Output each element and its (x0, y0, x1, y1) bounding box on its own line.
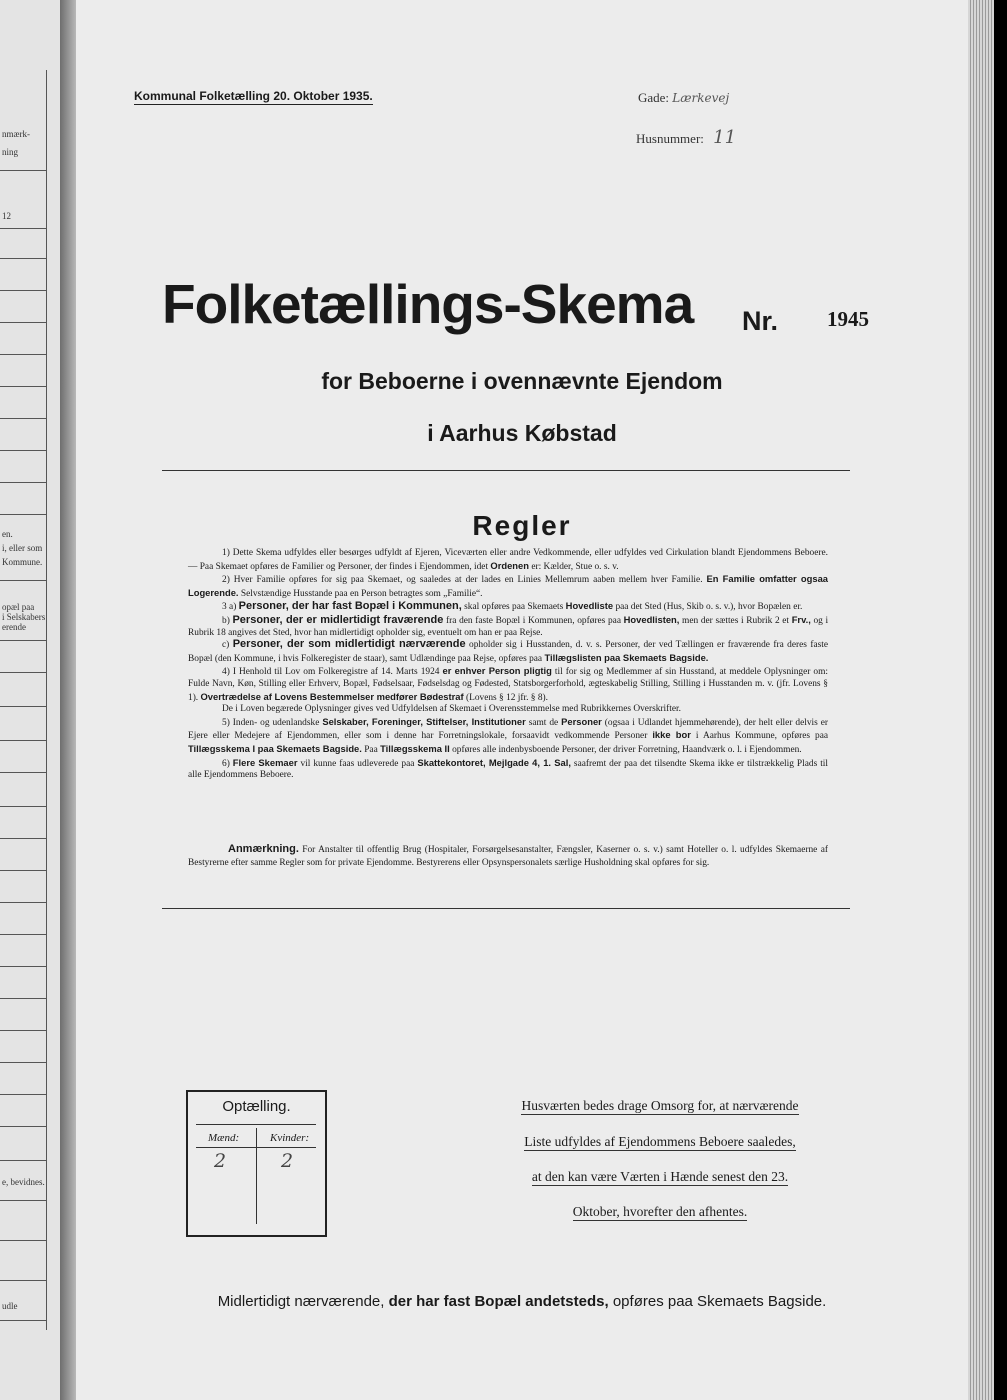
women-label: Kvinder: (270, 1132, 310, 1144)
rule-3a: 3 a) Personer, der har fast Bopæl i Kommunen, skal opføres paa Skemaets Hovedliste paa det Sted (Hus, Skib o. s. v.), hvor Bopælen er. (222, 600, 803, 613)
count-box-rule-2 (196, 1147, 316, 1148)
left-page-rule (0, 740, 46, 741)
left-page-fragment: en. (2, 529, 13, 539)
left-page-rule (0, 640, 46, 641)
notice-line-1: Husværten bedes drage Omsorg for, at nærværende (521, 1098, 799, 1113)
street-value: Lærkevej (672, 91, 730, 105)
left-page-rule (0, 1030, 46, 1031)
left-page-rule (0, 966, 46, 967)
left-page-column-line (46, 70, 47, 1330)
page-edges (968, 0, 994, 1400)
left-page-rule (0, 1160, 46, 1161)
notice-line-4: Oktober, hvorefter den afhentes. (572, 1204, 748, 1219)
title-block (162, 272, 882, 336)
left-page-rule (0, 170, 46, 171)
rules-text (188, 548, 828, 782)
left-page-rule (0, 482, 46, 483)
left-page-rule (0, 514, 46, 515)
left-page-fragment: e, bevidnes. (2, 1177, 45, 1187)
house-number-label: Husnummer: (636, 131, 704, 146)
count-box-separator (256, 1128, 257, 1224)
left-page-rule (0, 228, 46, 229)
form-number-label: Nr. (742, 306, 779, 336)
left-page-rule (0, 1200, 46, 1201)
form-number-value: 1945 (827, 307, 869, 331)
men-count: 2 (214, 1150, 227, 1172)
left-page-rule (0, 322, 46, 323)
left-page-fragment: i, eller som (2, 543, 43, 553)
annotation-text: For Anstalter til offentlig Brug (Hospitaler, Forsørgelsesanstalter, Fængsler, Kaserner o. s. v.) samt Hoteller o. l. udfyldes Skemaerne af Bestyrerne efter samme Regler som for private Ejendomme. Bestyrerens eller Opsynspersonalets særlige Husholdning skal opføres for sig. (188, 845, 828, 868)
form-title: Folketællings-Skema (162, 273, 694, 335)
left-page-fragment: Kommune. (2, 557, 43, 567)
subtitle-aarhus: i Aarhus Købstad (427, 420, 617, 446)
book-gutter (60, 0, 76, 1400)
left-page-rule (0, 1280, 46, 1281)
rule-3b: b) Personer, der er midlertidigt fraværende fra den faste Bopæl i Kommunen, opføres paa Hovedlisten, men der sættes i Rubrik 2 et Frv., og i Rubrik 18 angives det Sted, hvor han midlertidigt opholder sig, eventuelt om han er paa Rejse. (188, 613, 829, 638)
rule-5: 5) Inden- og udenlandske Selskaber, Foreninger, Stiftelser, Institutioner samt de Personer (ogsaa i Udlandet hjemmehørende), der helt eller delvis er Ejere eller Medejere af Ejendommen, eller som i denne har Forretningslokale, forsaavidt vedkommende Personer ikke bor i Aarhus Kommune, opføres paa Tillægsskema I paa Skemaets Bagside. Paa Tillægsskema II opføres alle indenbysboende Personer, der driver Forretning, Haandværk o. l. i Ejendommen. (188, 715, 829, 755)
left-page-fragment: udle (2, 1301, 18, 1311)
left-page-rule (0, 838, 46, 839)
left-page-rule (0, 1240, 46, 1241)
rule-4-note: De i Loven begærede Oplysninger gives ved Udfyldelsen af Skemaet i Overensstemmelse med Rubrikkernes Overskrifter. (222, 704, 681, 715)
left-page-rule (0, 1062, 46, 1063)
left-page-rule (0, 806, 46, 807)
annotation-label: Anmærkning. (228, 843, 299, 855)
census-form-page (76, 0, 968, 1400)
rule-2: 2) Hver Familie opføres for sig paa Skemaet, og saaledes at der lades en Linies Mellemrum aaben mellem hver Familie. En Familie omfatter ogsaa Logerende. Selvstændige Husstande paa en Person betragtes som „Familie“. (188, 573, 829, 599)
left-page-rule (0, 772, 46, 773)
divider-bottom (162, 908, 850, 909)
left-page-rule (0, 706, 46, 707)
left-page-rule (0, 258, 46, 259)
rule-1: 1) Dette Skema udfyldes eller besørges udfyldt af Ejeren, Viceværten eller andre Vedkommende, eller udfyldes ved Cirkulation blandt Ejendommens Beboere. — Paa Skemaet opføres de Familier og Personer, der findes i Ejendommen, idet Ordenen er: Kælder, Stue o. s. v. (188, 548, 828, 572)
left-page-rule (0, 934, 46, 935)
census-header: Kommunal Folketælling 20. Oktober 1935. (134, 89, 373, 103)
count-box (186, 1090, 327, 1237)
footer-note: Midlertidigt nærværende, der har fast Bopæl andetsteds, opføres paa Skemaets Bagside. (217, 1293, 827, 1310)
rules-heading: Regler (472, 510, 572, 541)
street-field (638, 90, 729, 106)
left-page-rule (0, 1094, 46, 1095)
count-box-rule (196, 1124, 316, 1125)
left-page-rule (0, 354, 46, 355)
left-page-fragment: i Selskabers (2, 612, 46, 622)
annotation-note (188, 843, 828, 869)
rule-3c: c) Personer, der som midlertidigt nærværende opholder sig i Husstanden, d. v. s. Personer, der ved Tællingen er fraværende fra deres faste Bopæl (den Kommune, i hvis Folkeregister de staar), samt Udlændinge paa Rejse, opføres paa Tillægslisten paa Skemaets Bagside. (188, 638, 829, 664)
rule-4: 4) I Henhold til Lov om Folkeregistre af 14. Marts 1924 er enhver Person pligtig til for sig og Medlemmer af sin Husstand, at meddele Oplysninger om: Fulde Navn, Køn, Stilling eller Erhverv, Bopæl, Fødselsaar, Fødselsdag og Fødested, Statsborgerforhold, ægteskabelig Stilling, Stilling i Husstanden m. v. (jfr. Lovens § 1). Overtrædelse af Lovens Bestemmelser medfører Bødestraf (Lovens § 12 jfr. § 8). (188, 665, 829, 703)
left-page-rule (0, 386, 46, 387)
left-page-rule (0, 418, 46, 419)
left-page-rule (0, 902, 46, 903)
left-page-rule (0, 672, 46, 673)
women-count: 2 (281, 1150, 294, 1172)
left-facing-page (0, 0, 62, 1400)
subtitle-beboerne: for Beboerne i ovennævnte Ejendom (321, 368, 723, 394)
left-page-fragment: ning (2, 147, 19, 157)
left-page-rule (0, 450, 46, 451)
house-number-field (636, 127, 736, 148)
left-page-fragment: erende (2, 622, 26, 632)
street-label: Gade: (638, 90, 670, 105)
count-box-title: Optælling. (222, 1098, 291, 1115)
notice-line-2: Liste udfyldes af Ejendommens Beboere saaledes, (524, 1134, 796, 1149)
men-label: Mænd: (208, 1132, 240, 1144)
notice-line-3: at den kan være Værten i Hænde senest den 23. (531, 1169, 789, 1184)
left-page-rule (0, 580, 46, 581)
house-number-value: 11 (713, 127, 737, 148)
left-page-fragment: 12 (2, 211, 11, 221)
left-page-rule (0, 998, 46, 999)
divider-top (162, 470, 850, 471)
left-page-rule (0, 290, 46, 291)
rule-6: 6) Flere Skemaer vil kunne faas udleverede paa Skattekontoret, Mejlgade 4, 1. Sal, saafremt der paa det tilsendte Skema ikke er tilstrækkelig Plads til alle Ejendommens Beboere. (188, 756, 829, 781)
left-page-rule (0, 1320, 46, 1321)
left-page-rule (0, 870, 46, 871)
left-page-fragment: opæl paa (2, 602, 35, 612)
left-page-rule (0, 1126, 46, 1127)
left-page-fragment: nmærk- (2, 129, 30, 139)
